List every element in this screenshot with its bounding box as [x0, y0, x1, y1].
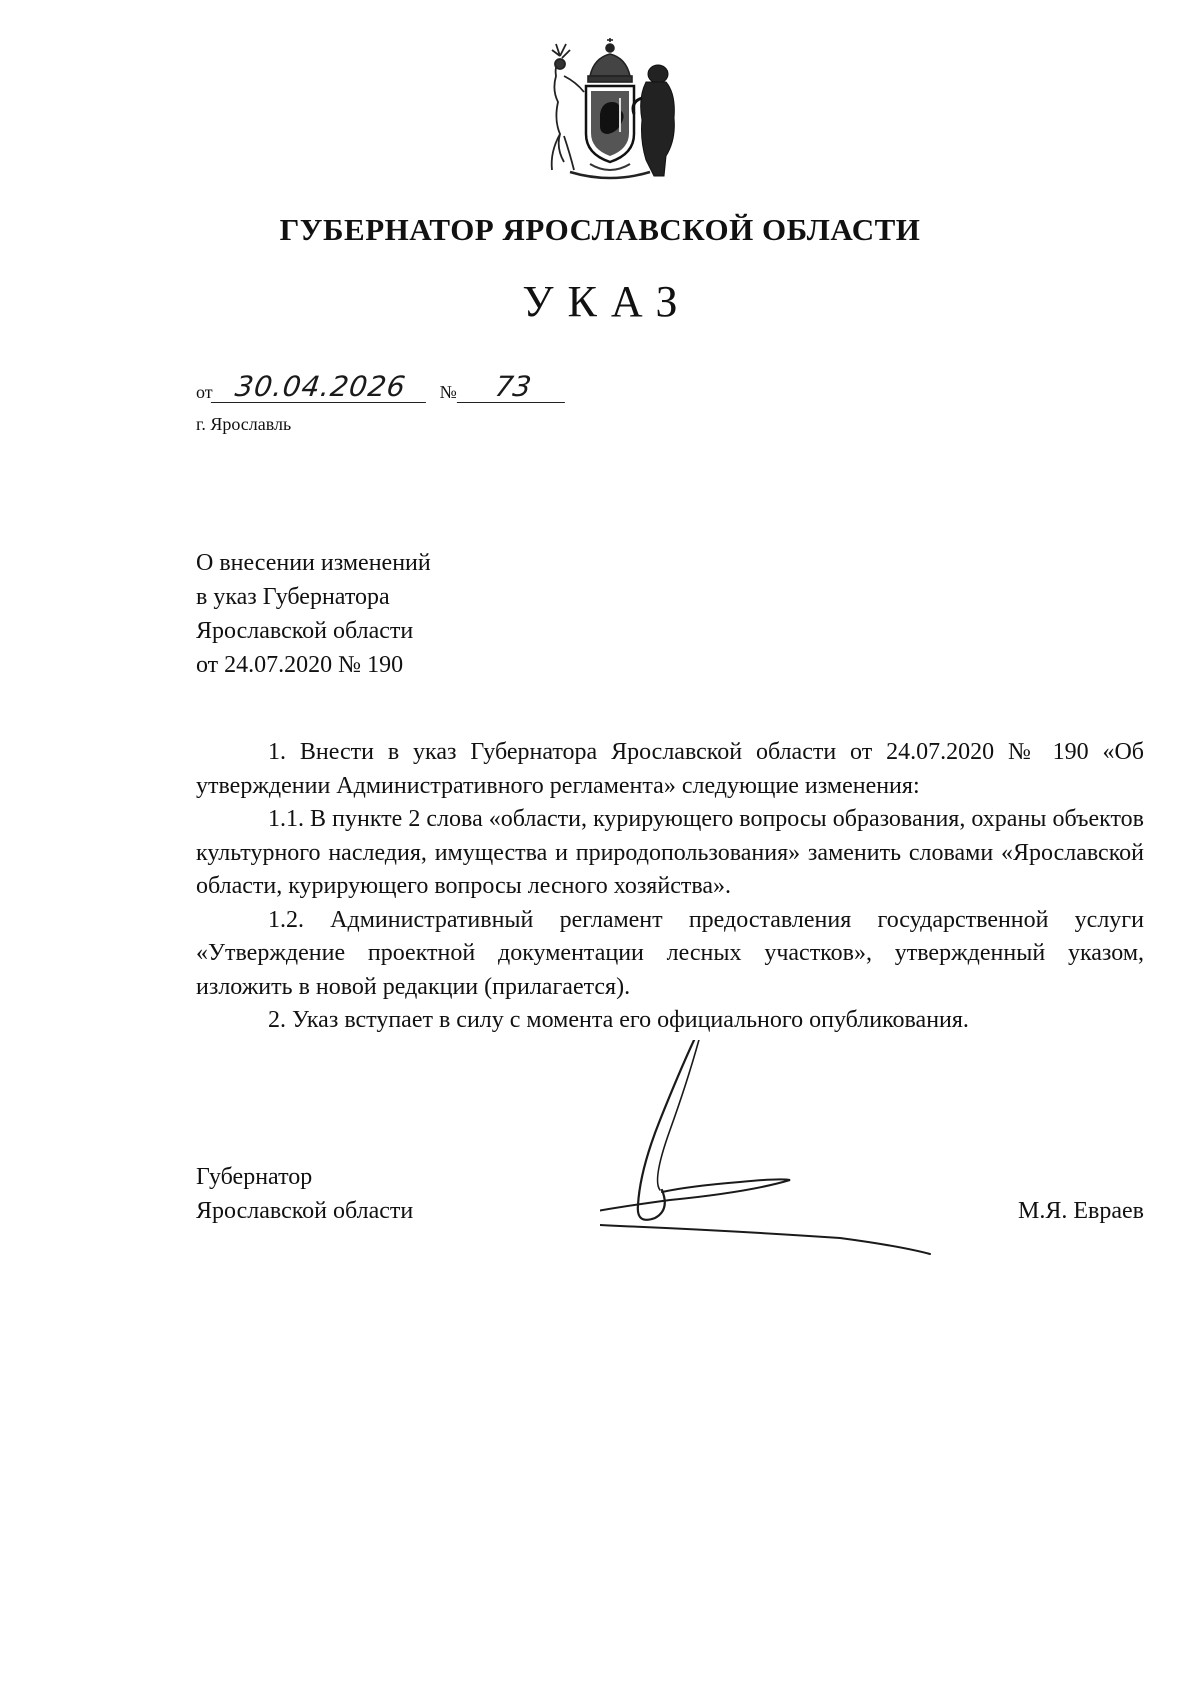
subject-line: от 24.07.2020 № 190 — [196, 652, 404, 678]
body-paragraph: 1.1. В пункте 2 слова «области, курирующего вопросы образования, охраны объектов культурного наследия, имущества и природопользования» заменить словами «Ярославской области, курирующего вопросы лесного хозяйства». — [196, 806, 1144, 899]
date-prefix: от — [196, 382, 213, 402]
coat-of-arms-icon — [530, 36, 690, 186]
number-field: 73 — [457, 372, 569, 403]
date-field: 30.04.2026 — [210, 372, 429, 403]
body-paragraph: 2. Указ вступает в силу с момента его официального опубликования. — [268, 1007, 969, 1033]
issuer-title: ГУБЕРНАТОР ЯРОСЛАВСКОЙ ОБЛАСТИ — [279, 212, 921, 247]
body-paragraph: 1. Внести в указ Губернатора Ярославской области от 24.07.2020 № 190 «Об утверждении Административного регламента» следующие изменения: — [196, 739, 1144, 799]
signature-block — [196, 1160, 1144, 1228]
body-paragraph: 1.2. Административный регламент предоставления государственной услуги «Утверждение проектной документации лесных участков», утвержденный указом, изложить в новой редакции (прилагается). — [196, 906, 1144, 1000]
document-type: УКАЗ — [522, 277, 692, 326]
signatory-title-line: Губернатор — [196, 1164, 313, 1190]
subject-block — [196, 546, 431, 682]
document-body — [196, 736, 1144, 1038]
signatory-title — [196, 1160, 1144, 1228]
subject-line: О внесении изменений — [196, 550, 431, 576]
city: г. Ярославль — [196, 414, 292, 434]
signatory-name: М.Я. Евраев — [1018, 1198, 1144, 1224]
date-number-line — [196, 372, 567, 403]
subject-line: Ярославской области — [196, 618, 414, 644]
subject-line: в указ Губернатора — [196, 584, 390, 610]
signatory-title-line: Ярославской области — [196, 1198, 414, 1224]
number-prefix: № — [439, 382, 457, 402]
